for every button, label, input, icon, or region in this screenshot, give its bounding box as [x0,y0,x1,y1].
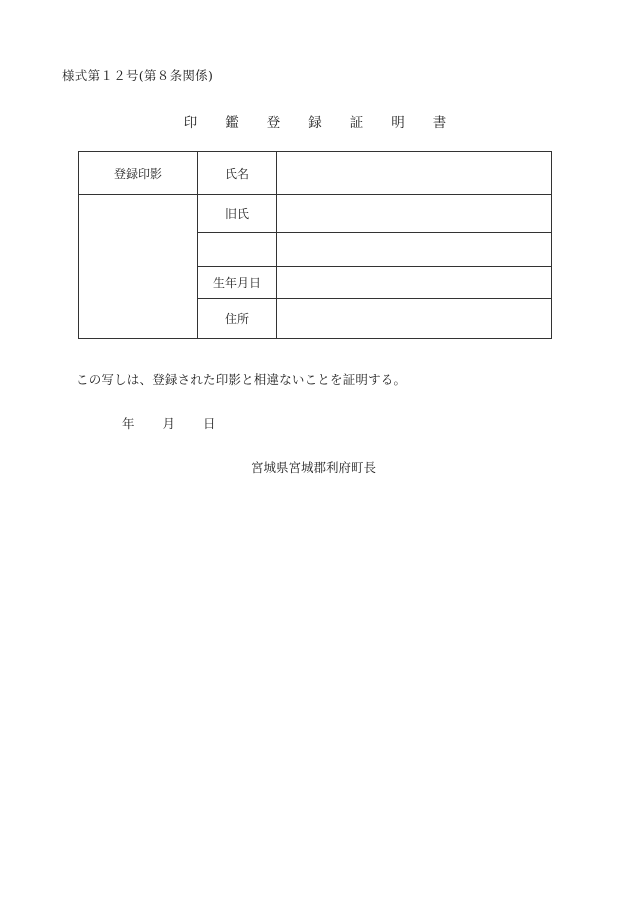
address-label: 住所 [198,299,277,339]
registered-seal-label: 登録印影 [79,152,198,195]
name-label: 氏名 [198,152,277,195]
name-value-field[interactable] [277,152,552,195]
issuer-name: 宮城県宮城郡利府町長 [251,460,377,475]
month-label: 月 [162,416,176,431]
date-line [122,414,244,432]
blank-label [198,233,277,267]
table-row [79,152,552,195]
table-row [79,195,552,233]
day-label: 日 [203,416,216,431]
seal-impression-area [79,195,198,339]
title-char: 明 [391,115,405,131]
title-char: 鑑 [225,115,239,131]
title-char: 証 [349,115,364,131]
birthdate-value-field[interactable] [277,267,552,299]
certificate-table [78,151,552,339]
birthdate-label: 生年月日 [198,267,277,299]
form-number: 様式第１２号(第８条関係) [62,68,214,83]
blank-value-field[interactable] [277,233,552,267]
former-name-label: 旧氏 [198,195,277,233]
title-char: 印 [183,115,198,131]
former-name-value-field[interactable] [277,195,552,233]
certification-statement: この写しは、登録された印影と相違ないことを証明する。 [76,372,407,387]
title-char: 書 [432,115,447,131]
title-char: 録 [308,115,322,131]
title-char: 登 [266,115,281,131]
document-title [0,111,630,131]
year-label: 年 [122,416,135,431]
address-value-field[interactable] [277,299,552,339]
